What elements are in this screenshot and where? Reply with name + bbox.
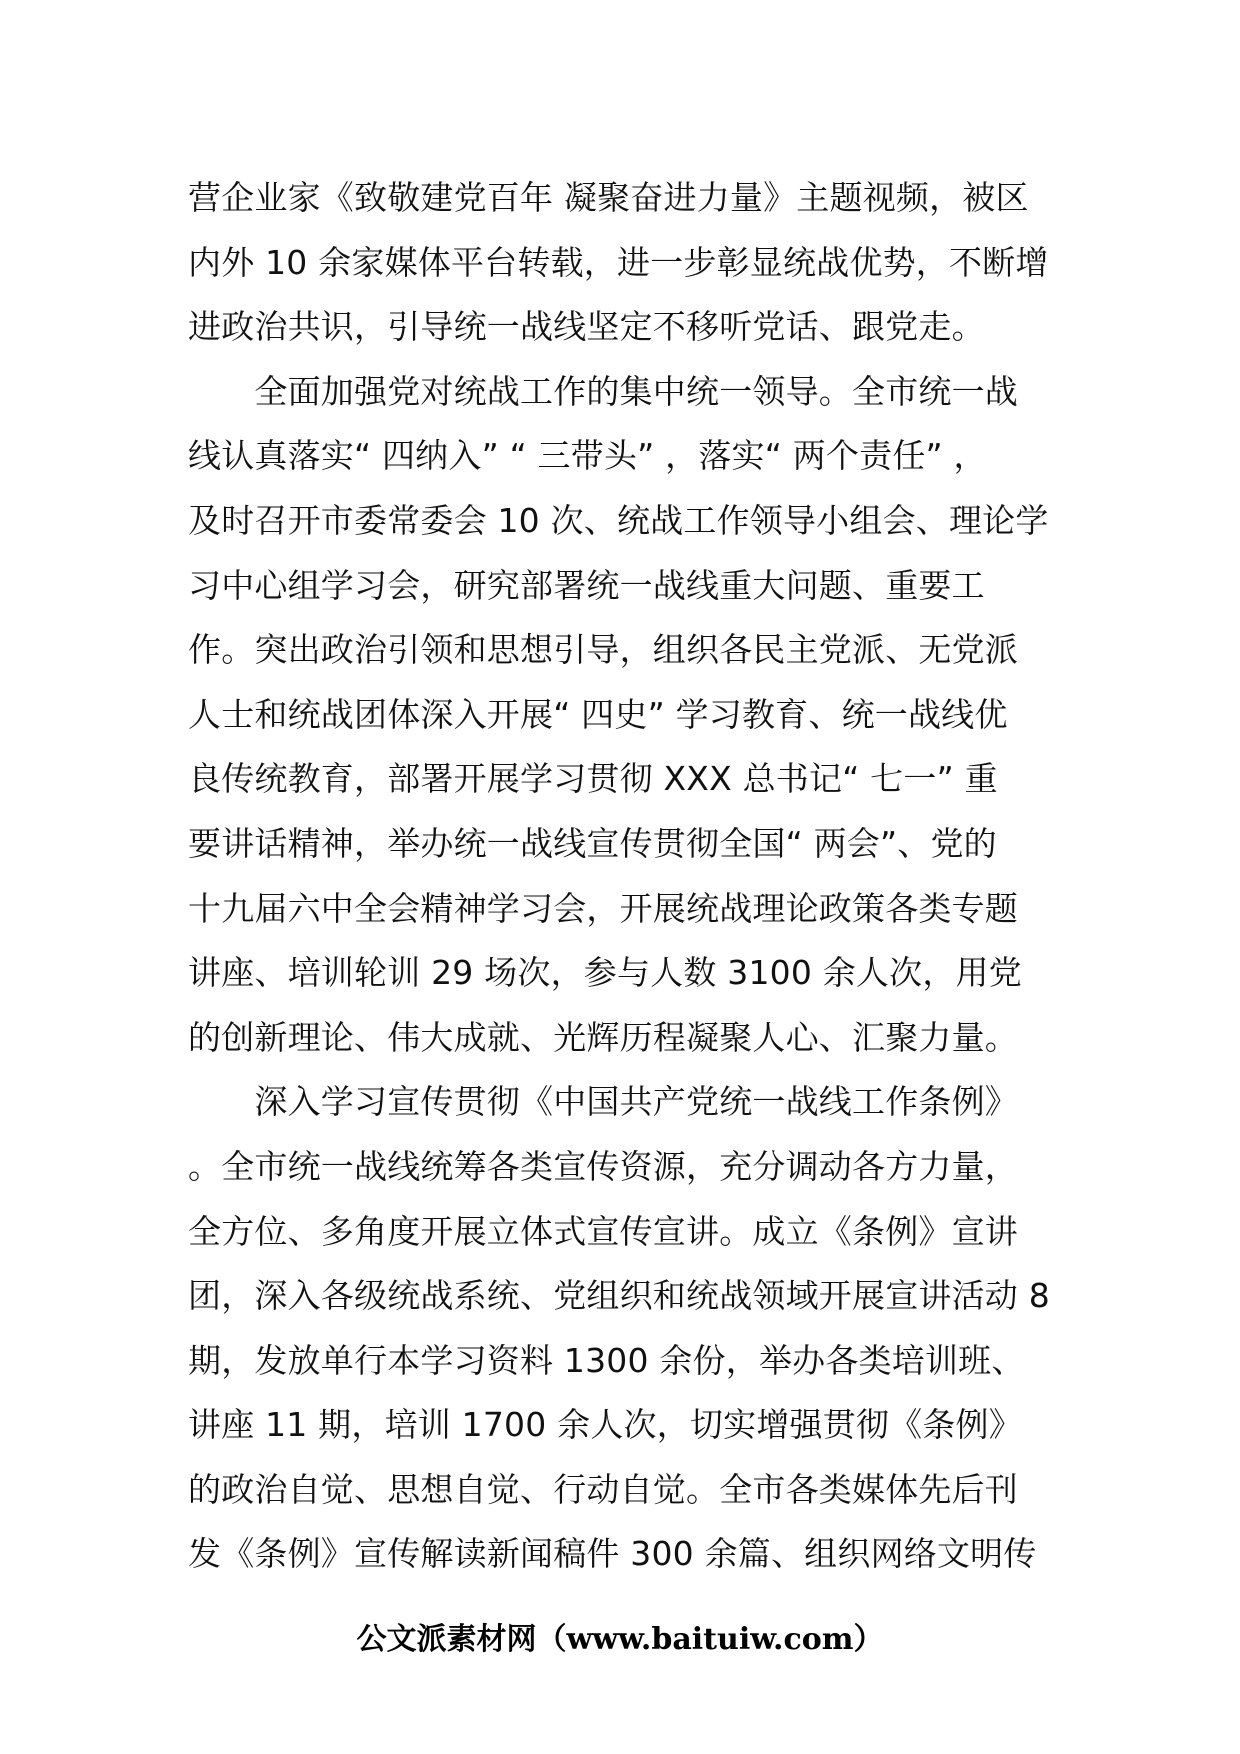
- text-line: 全方位、多角度开展立体式宣传宣讲。成立《条例》宣讲: [188, 1211, 1018, 1251]
- text-line: 进政治共识，引导统一战线坚定不移听党话、跟党走。: [188, 307, 985, 347]
- text-line: 及时召开市委常委会 10 次、统战工作领导小组会、理论学: [188, 500, 1049, 540]
- text-line: 作。突出政治引领和思想引导，组织各民主党派、无党派: [188, 630, 1018, 670]
- text-line: 人士和统战团体深入开展“ 四史” 学习教育、统一战线优: [188, 694, 1008, 734]
- text-line: 团，深入各级统战系统、党组织和统战领域开展宣讲活动 8: [188, 1276, 1050, 1316]
- text-line: 期，发放单行本学习资料 1300 余份，举办各类培训班、: [188, 1340, 1025, 1380]
- footer-watermark: 公文派素材网（www.baituiw.com）: [356, 1622, 884, 1657]
- text-line: 的创新理论、伟大成就、光辉历程凝聚人心、汇聚力量。: [188, 1017, 1018, 1057]
- text-line: 线认真落实“ 四纳入” “ 三带头” ，落实“ 两个责任” ，: [188, 436, 987, 476]
- text-line: 营企业家《致敬建党百年 凝聚奋进力量》主题视频，被区: [188, 178, 1029, 217]
- text-line: 习中心组学习会，研究部署统一战线重大问题、重要工: [188, 565, 985, 605]
- text-line: 讲座 11 期，培训 1700 余人次，切实增强贯彻《条例》: [188, 1405, 1022, 1445]
- text-line: 十九届六中全会精神学习会，开展统战理论政策各类专题: [188, 888, 1018, 928]
- text-line: 要讲话精神，举办统一战线宣传贯彻全国“ 两会”、党的: [188, 823, 997, 863]
- text-line: 。全市统一战线统筹各类宣传资源，充分调动各方力量，: [188, 1146, 1018, 1186]
- text-line: 发《条例》宣传解读新闻稿件 300 余篇、组织网络文明传: [188, 1534, 1037, 1574]
- text-line: 内外 10 余家媒体平台转载，进一步彰显统战优势，不断增: [188, 242, 1049, 282]
- text-line: 深入学习宣传贯彻《中国共产党统一战线工作条例》: [188, 1082, 1018, 1122]
- text-line: 全面加强党对统战工作的集中统一领导。全市统一战: [188, 371, 1018, 411]
- text-line: 讲座、培训轮训 29 场次，参与人数 3100 余人次，用党: [188, 953, 1022, 993]
- text-line: 良传统教育，部署开展学习贯彻 XXX 总书记“ 七一” 重: [188, 759, 998, 799]
- body-text: [188, 166, 1058, 1587]
- text-line: 的政治自觉、思想自觉、行动自觉。全市各类媒体先后刊: [188, 1469, 1018, 1509]
